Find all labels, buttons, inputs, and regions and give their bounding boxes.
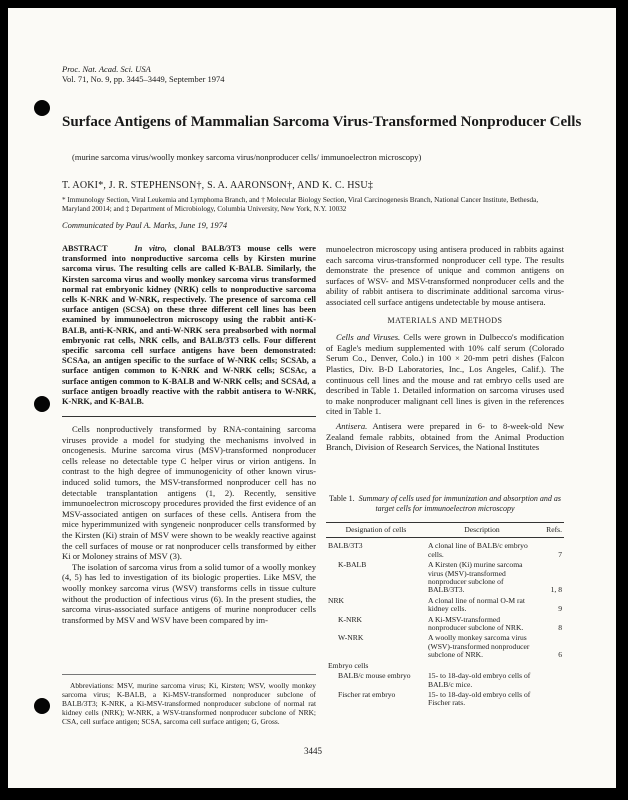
punch-hole: [34, 396, 50, 412]
table-header-refs: Refs.: [538, 523, 564, 538]
abstract: [62, 244, 316, 407]
cell-desc: 15- to 18-day-old embryo cells of Fischer rats.: [428, 689, 531, 708]
journal-name: Proc. Nat. Acad. Sci. USA: [62, 64, 151, 74]
antisera-text: Antisera were prepared in 6- to 8-week-old New Zealand female rabbits, obtained from the Animal Production Branch, Division of Research Services, the National Institutes: [326, 420, 564, 453]
cell-ref: [538, 672, 564, 691]
abstract-text: clonal BALB/3T3 mouse cells were transformed into nonproductive sarcoma cells by Kirsten murine sarcoma virus. The resulting cells are called K-BALB. Similarly, the Kirsten sarcoma virus and woolly monkey sarcoma virus transformed normal rat embryonic kidney (NRK) cells to nonproductive sarcoma cells K-NRK and W-NRK, respectively. The presence of sarcoma cell surface antigen (SCSA) on these three different cell lines has been examined by immunoelectron microscopy using the rabbit anti-K-BALB, anti-K-NRK, and anti-W-NRK sera preabsorbed with normal embryonic rat cells, NRK cells, and BALB/3T3 cells. Four different specific sarcoma cell surface antigens have been demonstrated: SCSAa, an antigen specific to the surface of W-NRK cells; SCSAb, a surface antigen common to K-NRK and W-NRK cells; SCSAc, a surface antigen common to K-BALB and W-NRK cells; and SCSAd, a surface antigen broadly reactive with the rabbit antisera to W-NRK, K-NRK, and K-BALB.: [62, 244, 316, 407]
cell-name: NRK: [328, 595, 345, 605]
cell-name: BALB/3T3: [328, 541, 363, 551]
cell-desc: A woolly monkey sarcoma virus (WSV)-transformed nonproducer subclone of NRK.: [428, 633, 530, 660]
table-row: [326, 561, 564, 597]
body-paragraph: Cells nonproductively transformed by RNA-containing sarcoma viruses provide a model for studying the mechanisms involved in oncogenesis. Murine sarcoma virus (MSV)-transformed nonproducer cells release no detectable type C helper virus or virion antigens. In contrast to the high degree of immunogenicity of other known virus-induced solid tumors, the MSV-transformed nonproducer cell has no detectable transplantation antigens (1, 2). Recently, sensitive immunoelectron microscopy procedures provided the first evidence of an MSV-associated antigen on surfaces of these cells. Antisera from the mice hyperimmunized with syngeneic nonproducer cells transformed by the Kirsten (Ki) strain of MSV were shown to be weakly reactive against the cell surfaces of mouse or rat nonproducer cells transformed by either Ki or Moloney strains of MSV (3).: [62, 424, 316, 562]
cell-ref: [538, 691, 564, 710]
table-caption: [326, 494, 564, 513]
cells-heading: Cells and Viruses.: [336, 332, 401, 343]
table-row: [326, 538, 564, 561]
abstract-lead: In vitro,: [134, 244, 167, 253]
cell-ref: 8: [558, 623, 562, 633]
paper-page: [8, 8, 616, 788]
paper-title: Surface Antigens of Mammalian Sarcoma Virus-Transformed Nonproducer Cells: [62, 114, 582, 130]
page-number: 3445: [304, 746, 322, 756]
punch-hole: [34, 698, 50, 714]
abstract-divider: [62, 416, 316, 417]
table-header-row: [326, 523, 564, 538]
section-heading: MATERIALS AND METHODS: [387, 315, 503, 325]
abstract-label: ABSTRACT: [62, 244, 108, 253]
cell-desc: A Kirsten (Ki) murine sarcoma virus (MSV)-transformed nonproducer subclone of BALB/3T3.: [428, 560, 523, 595]
table-header-designation: Designation of cells: [326, 523, 426, 538]
communicated-by: Communicated by Paul A. Marks, June 19, 1974: [62, 220, 228, 230]
cell-name: BALB/c mouse embryo: [338, 671, 411, 681]
table-row: [326, 616, 564, 635]
abbreviations-footnote: Abbreviations: MSV, murine sarcoma virus; Ki, Kirsten; WSV, woolly monkey sarcoma virus; K-BALB, a Ki-MSV-transformed nonproducer subclone of BALB/3T3; K-NRK, a Ki-MSV-transformed nonproducer subclone of normal rat kidney cells (NRK); W-NRK, a WSV-transformed nonproducer subclone of NRK; CSA, cell surface antigen; SCSA, sarcoma cell surface antigen; G, Gross.: [62, 681, 316, 726]
table-row: [326, 672, 564, 691]
table-caption-text: Summary of cells used for immunization and absorption and as target cells for immunoelectron microscopy: [358, 494, 562, 513]
body-right-column: [326, 244, 564, 453]
affiliations: * Immunology Section, Viral Leukemia and Lymphoma Branch, and † Molecular Biology Section, Viral Carcinogenesis Branch, National Cancer Institute, Bethesda, Maryland 20014; and ‡ Department of Microbiology, Columbia University, New York, N.Y. 10032: [62, 196, 539, 213]
cell-name: W-NRK: [338, 633, 364, 643]
table-header-description: Description: [426, 523, 538, 538]
punch-hole: [34, 100, 50, 116]
cell-desc: A clonal line of BALB/c embryo cells.: [428, 541, 528, 559]
table-row: [326, 597, 564, 616]
cell-desc: 15- to 18-day-old embryo cells of BALB/c mice.: [428, 671, 531, 689]
cell-name: K-NRK: [338, 614, 363, 624]
antisera-heading: Antisera.: [336, 420, 368, 431]
journal-volume: Vol. 71, No. 9, pp. 3445–3449, September 1974: [62, 74, 225, 84]
antisera-paragraph: [326, 421, 564, 453]
cell-ref: 6: [558, 650, 562, 660]
cells-text: Cells were grown in Dulbecco's modification of Eagle's medium supplemented with 10% calf serum (Colorado Serum Co., Denver, Colo.) in 100 × 20-mm petri dishes (Falcon Plastics, Div. B-D Laboratories, Inc., Los Angeles, Calif.). The continuous cell lines and the mouse and rat embryo cells used are described in Table 1. Detailed information on sarcoma viruses used to make nonproducer malignant cell lines is given in the references cited in Table 1.: [326, 332, 564, 417]
body-paragraph: The isolation of sarcoma virus from a solid tumor of a woolly monkey (4, 5) has led to investigation of its biologic properties. Like MSV, the woolly monkey sarcoma virus (WSV) transforms cells in tissue culture without the production of infectious virus (6). In the present studies, the sarcoma virus-associated surface antigens of murine nonproducer cells transformed by MSV and WSV have been compared by im-: [62, 561, 316, 625]
cells-table: [326, 522, 564, 710]
cell-ref: [538, 662, 564, 672]
cells-paragraph: [326, 332, 564, 417]
paper-keywords: (murine sarcoma virus/woolly monkey sarcoma virus/nonproducer cells/ immunoelectron microscopy): [72, 152, 422, 162]
table-row: [326, 634, 564, 661]
cell-ref: 7: [558, 549, 562, 559]
body-left-column: [62, 424, 316, 625]
cell-desc: A clonal line of normal O-M rat kidney cells.: [428, 595, 526, 614]
cell-desc: A Ki-MSV-transformed nonproducer subclone of NRK.: [428, 614, 524, 633]
footnote-divider: [62, 674, 316, 675]
journal-header: [62, 64, 225, 84]
author-list: T. AOKI*, J. R. STEPHENSON†, S. A. AARONSON†, AND K. C. HSU‡: [62, 180, 374, 191]
table-row: [326, 691, 564, 710]
cell-name: Embryo cells: [328, 660, 369, 670]
table-caption-label: Table 1.: [328, 494, 355, 503]
cell-ref: 9: [558, 604, 562, 614]
body-paragraph: munoelectron microscopy using antisera produced in rabbits against each sarcoma virus-transformed nonproducer cell type. The results demonstrate the presence of unique and common antigens on surfaces of WSV- and MSV-transformed nonproducer cells and the ability of rabbit antisera to discriminate additional sarcoma virus-associated cell surface antigens undetectable by mouse antisera.: [326, 244, 564, 307]
cell-ref: 1, 8: [550, 585, 562, 595]
cell-name: K-BALB: [338, 560, 367, 570]
cell-name: Fischer rat embryo: [338, 689, 396, 699]
